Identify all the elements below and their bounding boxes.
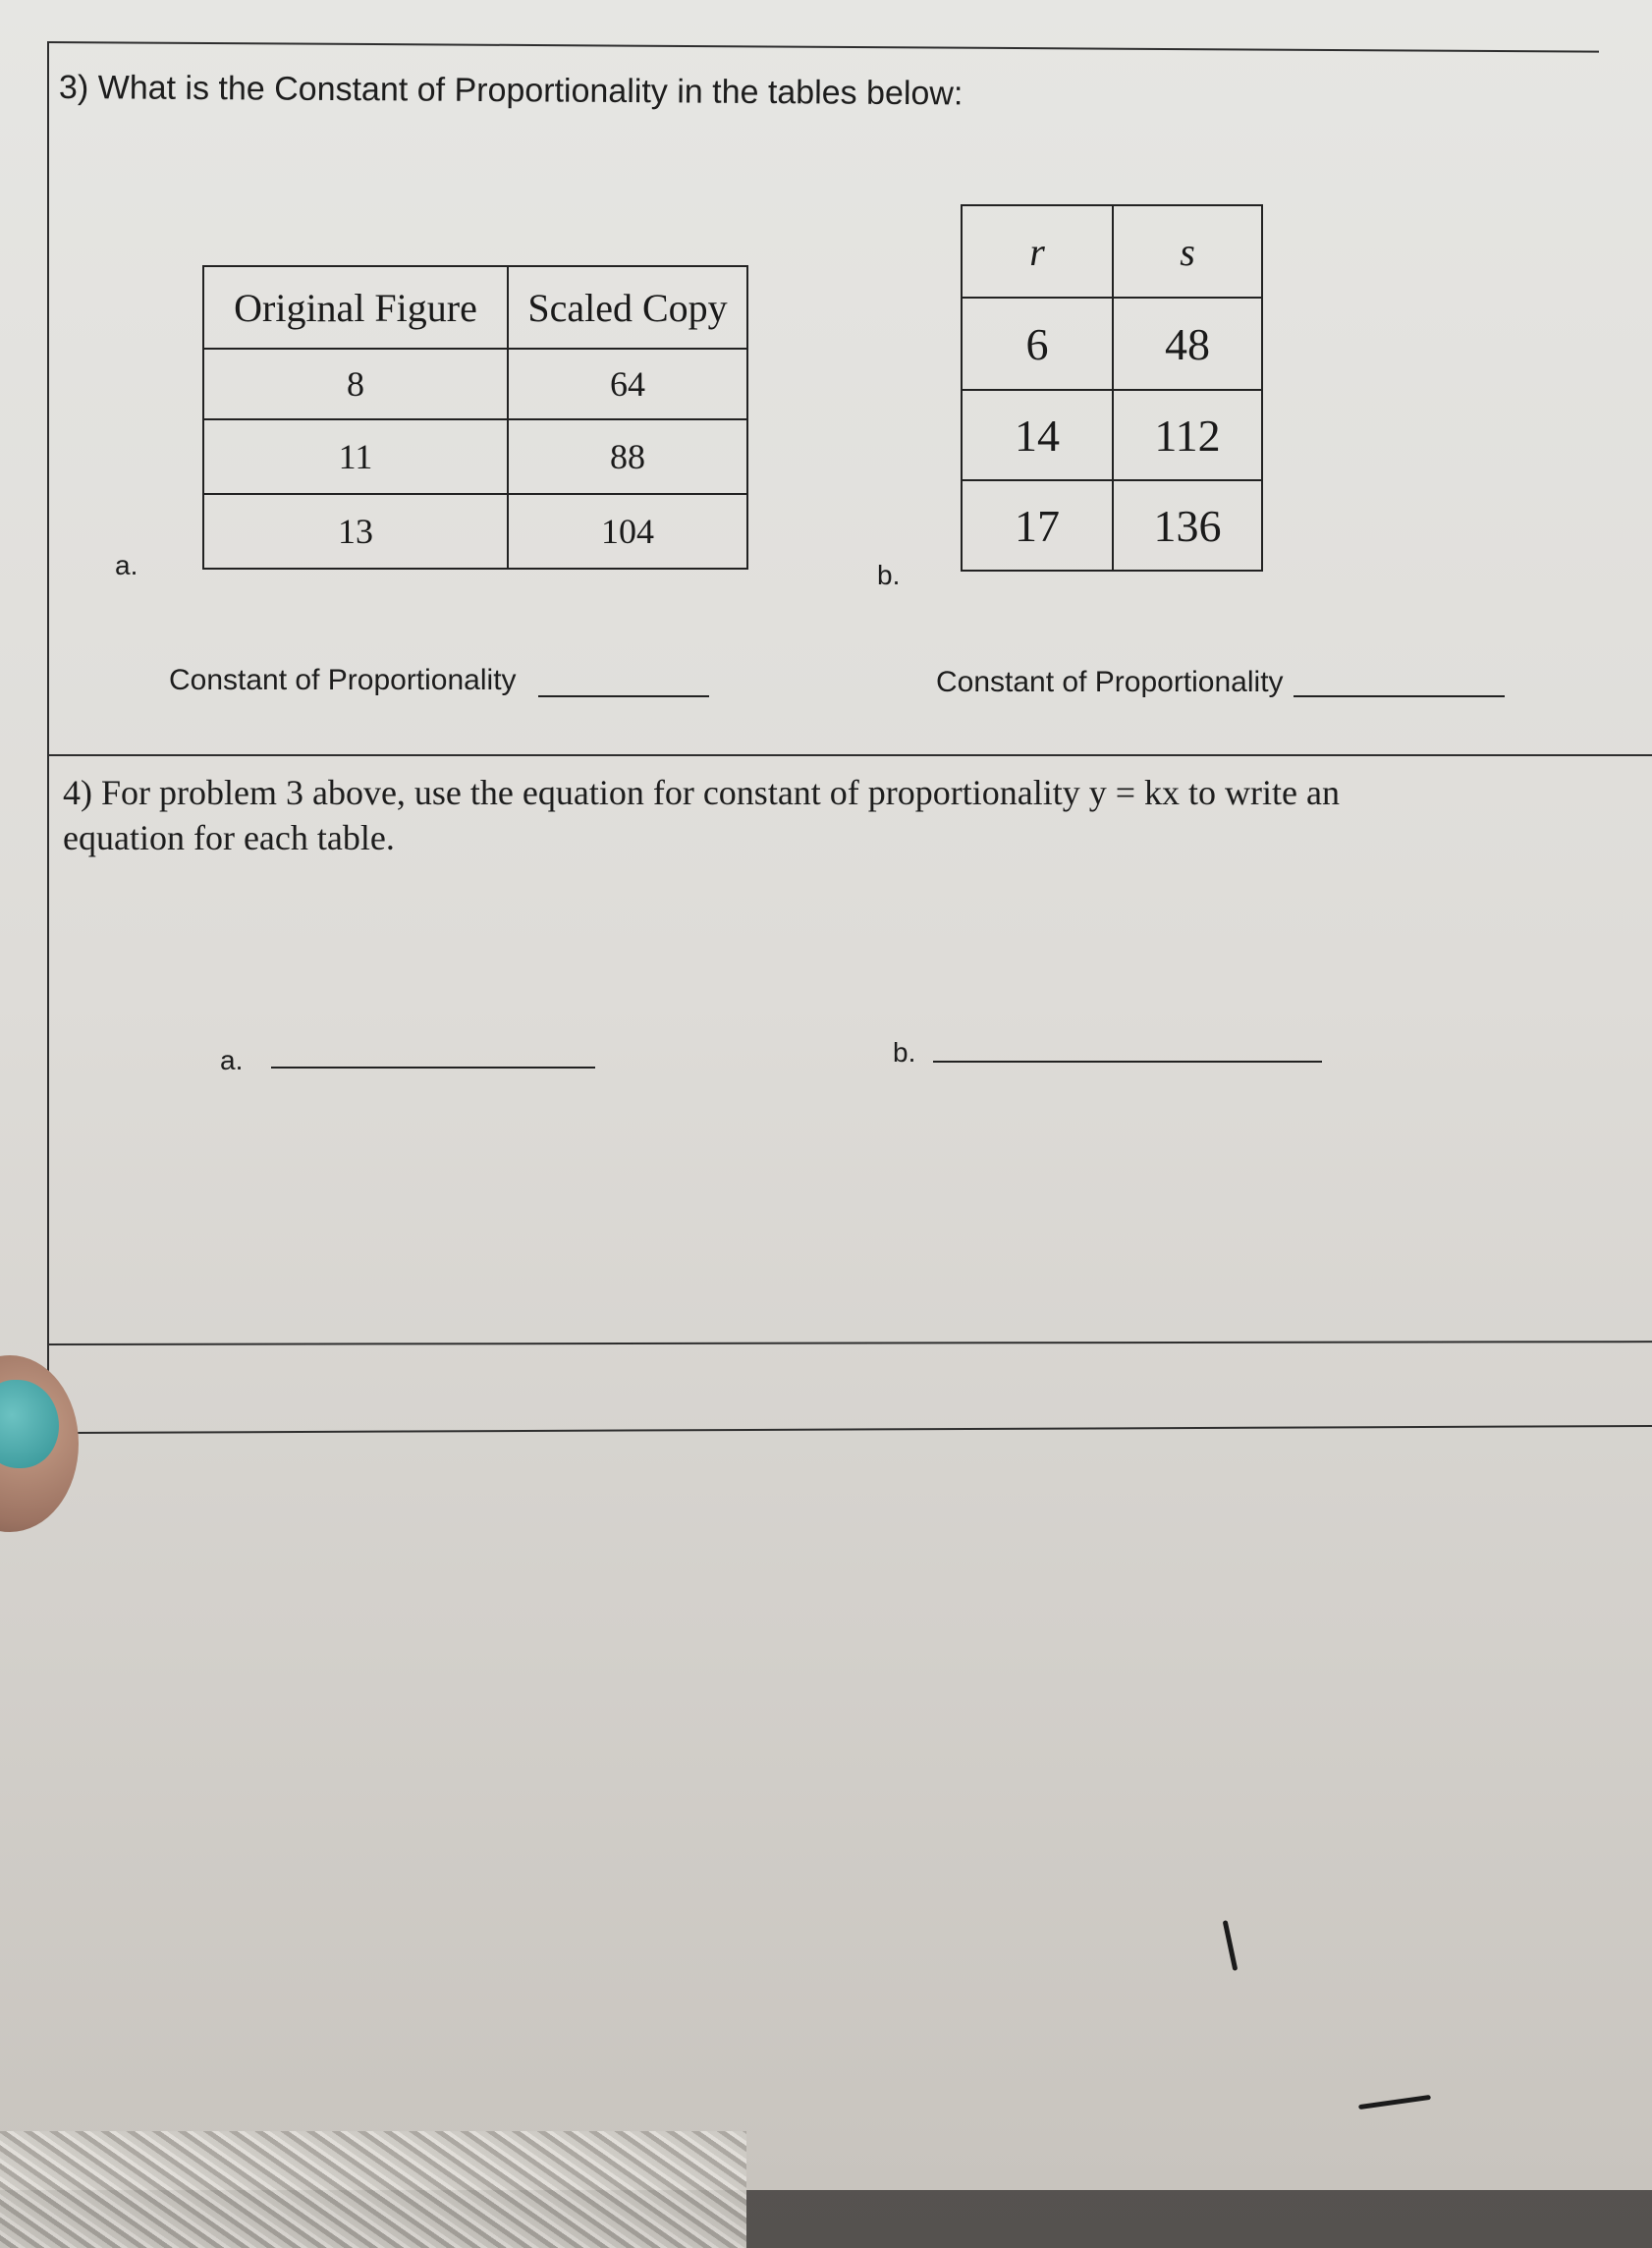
answer-a-blank[interactable] — [271, 1067, 595, 1069]
divider-q3-q4 — [47, 754, 1652, 756]
part-a-constant-label: Constant of Proportionality — [169, 664, 517, 696]
answer-b-blank[interactable] — [933, 1061, 1322, 1063]
table-a-cell: 64 — [508, 349, 747, 419]
table-b-header-r: r — [962, 205, 1113, 298]
table-a-header-scaled: Scaled Copy — [508, 266, 747, 349]
question-4-line1: 4) For problem 3 above, use the equation for constant of proportionality y = kx to write an — [63, 773, 1341, 812]
table-b-cell: 136 — [1113, 480, 1262, 571]
table-b-cell: 6 — [962, 298, 1113, 390]
table-a-cell: 13 — [203, 494, 508, 569]
table-a-cell: 8 — [203, 349, 508, 419]
part-b-constant-blank[interactable] — [1294, 695, 1505, 697]
carpet-texture — [0, 2131, 746, 2248]
part-b-marker: b. — [877, 560, 901, 590]
table-a-header-original: Original Figure — [203, 266, 508, 349]
table-a — [202, 265, 748, 570]
table-b — [961, 204, 1263, 572]
part-b-constant-label: Constant of Proportionality — [936, 666, 1284, 698]
question-3-prompt: 3) What is the Constant of Proportionality in the tables below: — [58, 69, 964, 113]
answer-a-marker: a. — [220, 1045, 244, 1075]
table-b-cell: 112 — [1113, 390, 1262, 480]
part-a-marker: a. — [115, 550, 138, 580]
table-b-header-s: s — [1113, 205, 1262, 298]
left-border — [47, 43, 49, 1434]
table-b-cell: 17 — [962, 480, 1113, 571]
question-4-line2: equation for each table. — [63, 818, 395, 857]
table-b-cell: 48 — [1113, 298, 1262, 390]
table-a-cell: 88 — [508, 419, 747, 494]
table-b-cell: 14 — [962, 390, 1113, 480]
table-a-cell: 104 — [508, 494, 747, 569]
table-a-cell: 11 — [203, 419, 508, 494]
part-a-constant-blank[interactable] — [538, 695, 709, 697]
answer-b-marker: b. — [893, 1037, 916, 1068]
